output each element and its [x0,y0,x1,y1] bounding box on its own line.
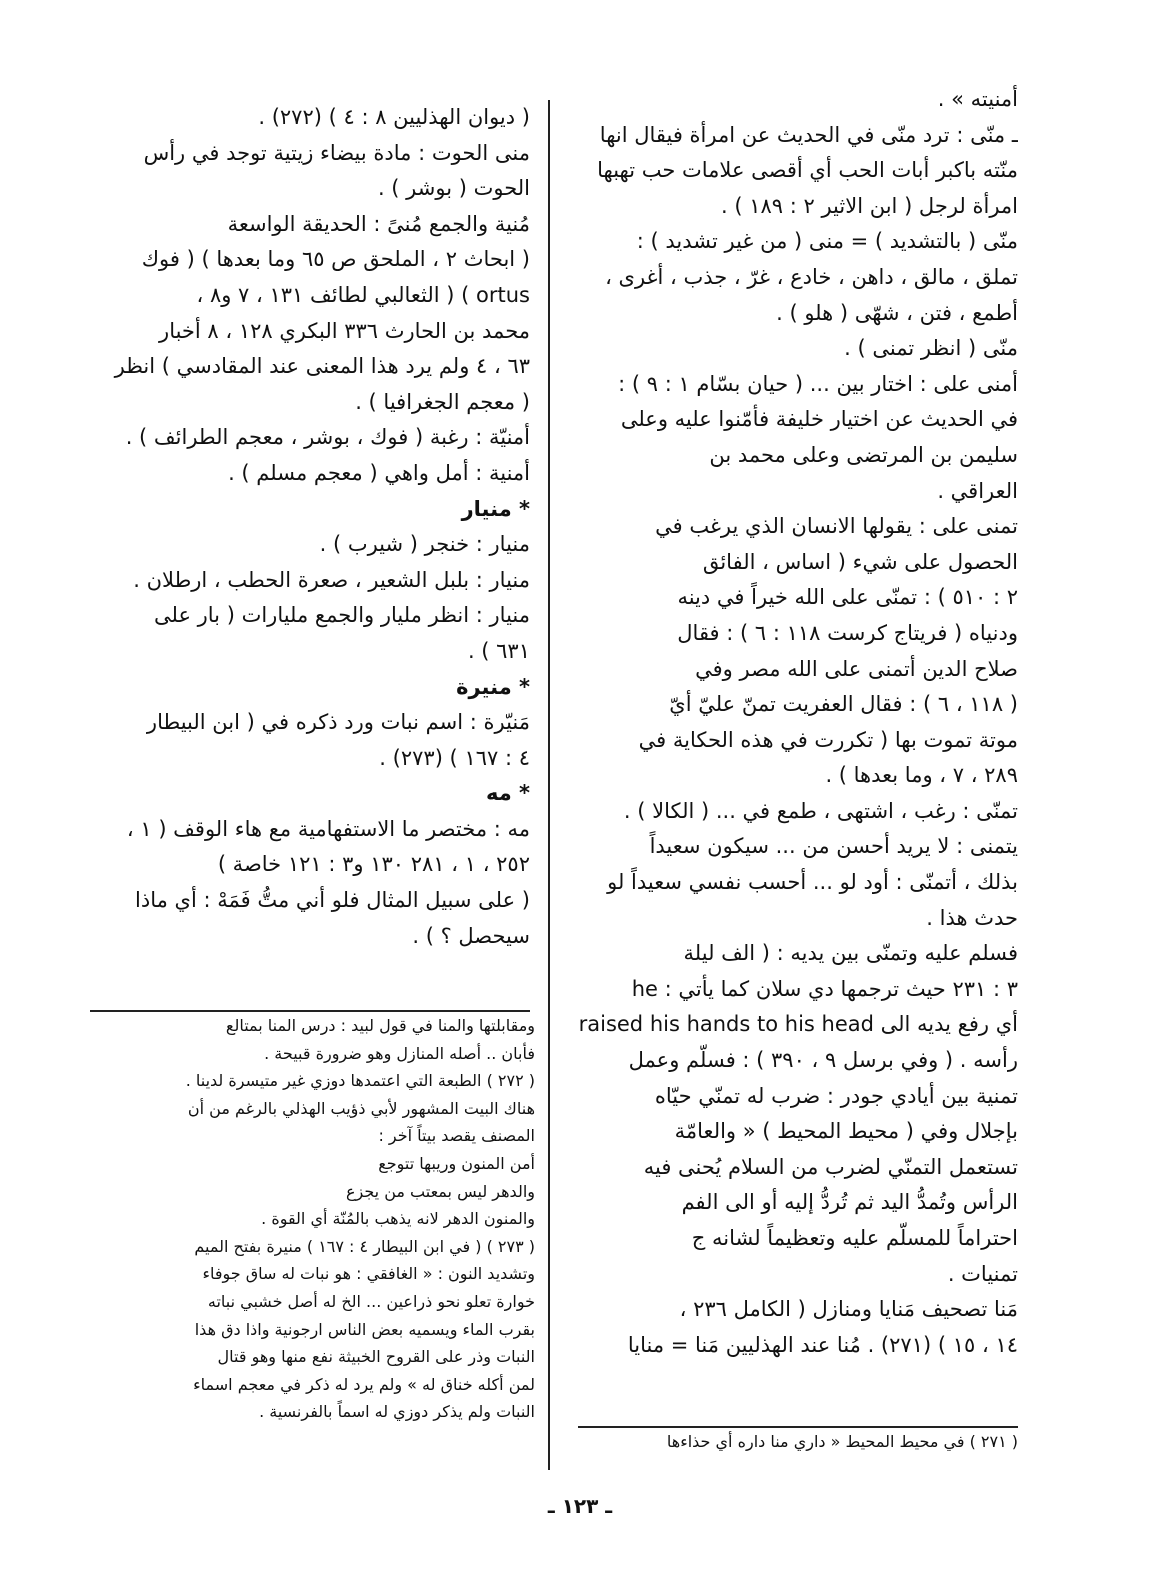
text-line: تمنية بين أيادي جودر : ضرب له تمنّي حيّاه [654,1083,1018,1108]
footnote-line: والمنون الدهر لانه يذهب بالمُنّة أي القوة . [261,1209,535,1229]
text-line: سيحصل ؟ ) . [412,923,530,948]
text-line: في الحديث عن اختيار خليفة فأمّنوا عليه وعلى [620,407,1018,432]
text-line: صلاح الدين أتمنى على الله مصر وفي [695,656,1018,681]
text-line: ٦٣١ ) . [467,638,530,663]
text-line: منيار : بلبل الشعير ، صعرة الحطب ، ارطلان . [133,567,530,592]
text-line: ( ١١٨ ، ٦ ) : فقال العفريت تمنّ عليّ أيّ [669,692,1018,717]
text-line: منّته باكبر أبات الحب أي أقصى علامات حب تهبها [597,158,1018,183]
text-line: أمنيّة : رغبة ( فوك ، بوشر ، معجم الطرائف ) . [125,425,530,450]
text-line: مَنا تصحيف مَنايا ومنازل ( الكامل ٢٣٦ ، [679,1297,1018,1322]
text-line: أمنى على : اختار بين ... ( حيان بسّام ١ : ٩ ) : [618,371,1018,396]
left-column [80,100,530,954]
text-line: الرأس وتُمدُّ اليد ثم تُردُّ إليه أو الى الفم [681,1190,1018,1215]
text-line: بذلك ، أتمنّى : أود لو ... أحسب نفسي سعيداً لو [607,870,1018,895]
footnote-line: هناك البيت المشهور لأبي ذؤيب الهذلي بالرغم من أن [187,1098,535,1118]
footnote-line: بقرب الماء ويسميه بعض الناس ارجونية واذا دق هذا [194,1319,535,1339]
footnote-line: النبات وذر على القروح الخبيثة نفع منها وهو قتال [217,1347,535,1367]
text-line: ـ منّى : ترد منّى في الحديث عن امرأة فيقال انها [599,122,1018,147]
text-line: تمنى على : يقولها الانسان الذي يرغب في [655,514,1018,539]
footnote-line: ( ٢٧١ ) في محيط المحيط « داري منا داره أي حذاءها [666,1432,1018,1451]
text-line: الحصول على شيء ( اساس ، الفائق [702,549,1018,574]
column-divider [548,100,550,1470]
text-line: ٦٣ ، ٤ ولم يرد هذا المعنى عند المقادسي ) انظر [114,354,530,379]
text-line: منّى ( بالتشديد ) = منى ( من غير تشديد ) : [636,229,1018,254]
text-line: ٣ : ٢٣١ حيث ترجمها دي سلان كما يأتي : he [631,976,1018,1001]
text-line: الحوت ( بوشر ) . [377,176,530,201]
footnote-line: المصنف يقصد بيتاً آخر : [378,1126,535,1146]
text-line: * منيرة [456,674,530,699]
text-line: تستعمل التمنّي لضرب من السلام يُحنى فيه [643,1154,1018,1179]
text-line: يتمنى : لا يريد أحسن من ... سيكون سعيداً [649,834,1018,859]
text-line: منيار : انظر مليار والجمع مليارات ( بار على [153,603,530,628]
text-line: ٢٥٢ ، ١ ، ٢٨١ ١٣٠ و٣ : ١٢١ خاصة ) [217,852,530,877]
text-line: ٤ : ١٦٧ ) (٢٧٣) . [379,745,530,770]
text-line: بإجلال وفي ( محيط المحيط ) « والعامّة [674,1119,1018,1144]
text-line: * منيار [461,496,530,521]
footnote-line: وتشديد النون : « الغافقي : هو نبات له ساق جوفاء [202,1264,535,1284]
text-line: ١٤ ، ١٥ ) (٢٧١) . مُنا عند الهذليين مَنا = منايا [627,1332,1018,1357]
text-line: ودنياه ( فريتاج كرست ١١٨ : ٦ ) : فقال [677,620,1018,645]
text-line: مه : مختصر ما الاستفهامية مع هاء الوقف ( ١ ، [126,816,530,841]
footnote-line: لمن أكله خناق له » ولم يرد له ذكر في معجم اسماء [193,1374,535,1394]
page-number: ـ ١٢٣ ـ [547,1494,613,1518]
text-line: منى الحوت : مادة بيضاء زيتية توجد في رأس [143,140,530,165]
text-line: امرأة لرجل ( ابن الاثير ٢ : ١٨٩ ) . [721,193,1018,218]
footnote-line: فأبان .. أصله المنازل وهو ضرورة قبيحة . [264,1043,535,1063]
text-line: محمد بن الحارث ٣٣٦ البكري ١٢٨ ، ٨ أخبار [159,318,530,343]
right-column [578,82,1018,1363]
text-line: ٢٨٩ ، ٧ ، وما بعدها ) . [825,763,1018,788]
text-line: ( على سبيل المثال فلو أني متُّ فَمَهْ : أي ماذا [135,888,530,913]
footnote-line: والدهر ليس بمعتب من يجزع [345,1181,535,1201]
right-footnotes [578,1428,1018,1456]
text-line: تمنّى : رغب ، اشتهى ، طمع في ... ( الكالا ) . [623,798,1018,823]
text-line: مُنية والجمع مُنىً : الحديقة الواسعة [227,211,530,236]
text-line: فسلم عليه وتمنّى بين يديه : ( الف ليلة [683,941,1018,966]
text-line: ( معجم الجغرافيا ) . [355,389,530,414]
text-line: موتة تموت بها ( تكررت في هذه الحكاية في [638,727,1018,752]
text-line: منيار : خنجر ( شيرب ) . [319,532,530,557]
footnote-line: خوارة تعلو نحو ذراعين ... الخ له أصل خشبي نباته [207,1291,535,1311]
text-line: منّى ( انظر تمنى ) . [844,336,1018,361]
text-line: أمنيته » . [937,87,1018,111]
text-line: تملق ، مالق ، داهن ، خادع ، غرّ ، جذب ، أغرى ، [605,264,1018,289]
text-line: حدث هذا . [926,905,1018,930]
left-footnotes [95,1012,535,1426]
text-line: مَنيّرة : اسم نبات ورد ذكره في ( ابن البيطار [146,710,530,735]
text-line: العراقي . [937,478,1018,503]
text-line: سليمن بن المرتضى وعلى محمد بن [709,442,1018,467]
text-line: ٢ : ٥١٠ ) : تمنّى على الله خيراً في دينه [677,585,1018,610]
text-line: * مه [485,781,530,806]
text-line: تمنيات . [947,1261,1018,1286]
footnote-line: ( ٢٧٣ ) ( في ابن البيطار ٤ : ١٦٧ ) منيرة بفتح الميم [194,1236,535,1256]
text-line: ( ابحاث ٢ ، الملحق ص ٦٥ وما بعدها ) ( فوك [141,247,530,272]
text-line: رأسه . ( وفي برسل ٩ ، ٣٩٠ ) : فسلّم وعمل [628,1048,1018,1073]
footnote-line: ومقابلتها والمنا في قول لبيد : درس المنا بمتالع [225,1016,535,1035]
text-line: ortus ) ( الثعالبي لطائف ١٣١ ، ٧ و٨ ، [196,282,530,307]
footnote-line: أمن المنون وريبها تتوجع [378,1153,535,1173]
text-line: ( ديوان الهذليين ٨ : ٤ ) (٢٧٢) . [258,105,530,129]
footnote-line: ( ٢٧٢ ) الطبعة التي اعتمدها دوزي غير متيسرة لدينا . [185,1071,535,1091]
text-line: أي رفع يديه الى raised his hands to his head [578,1012,1018,1037]
text-line: احتراماً للمسلّم عليه وتعظيماً لشانه ج [691,1226,1018,1250]
text-line: أمنية : أمل واهي ( معجم مسلم ) . [228,460,530,485]
text-line: أطمع ، فتن ، شهّى ( هلو ) . [776,300,1018,325]
footnote-line: النبات ولم يذكر دوزي له اسماً بالفرنسية . [259,1402,535,1422]
